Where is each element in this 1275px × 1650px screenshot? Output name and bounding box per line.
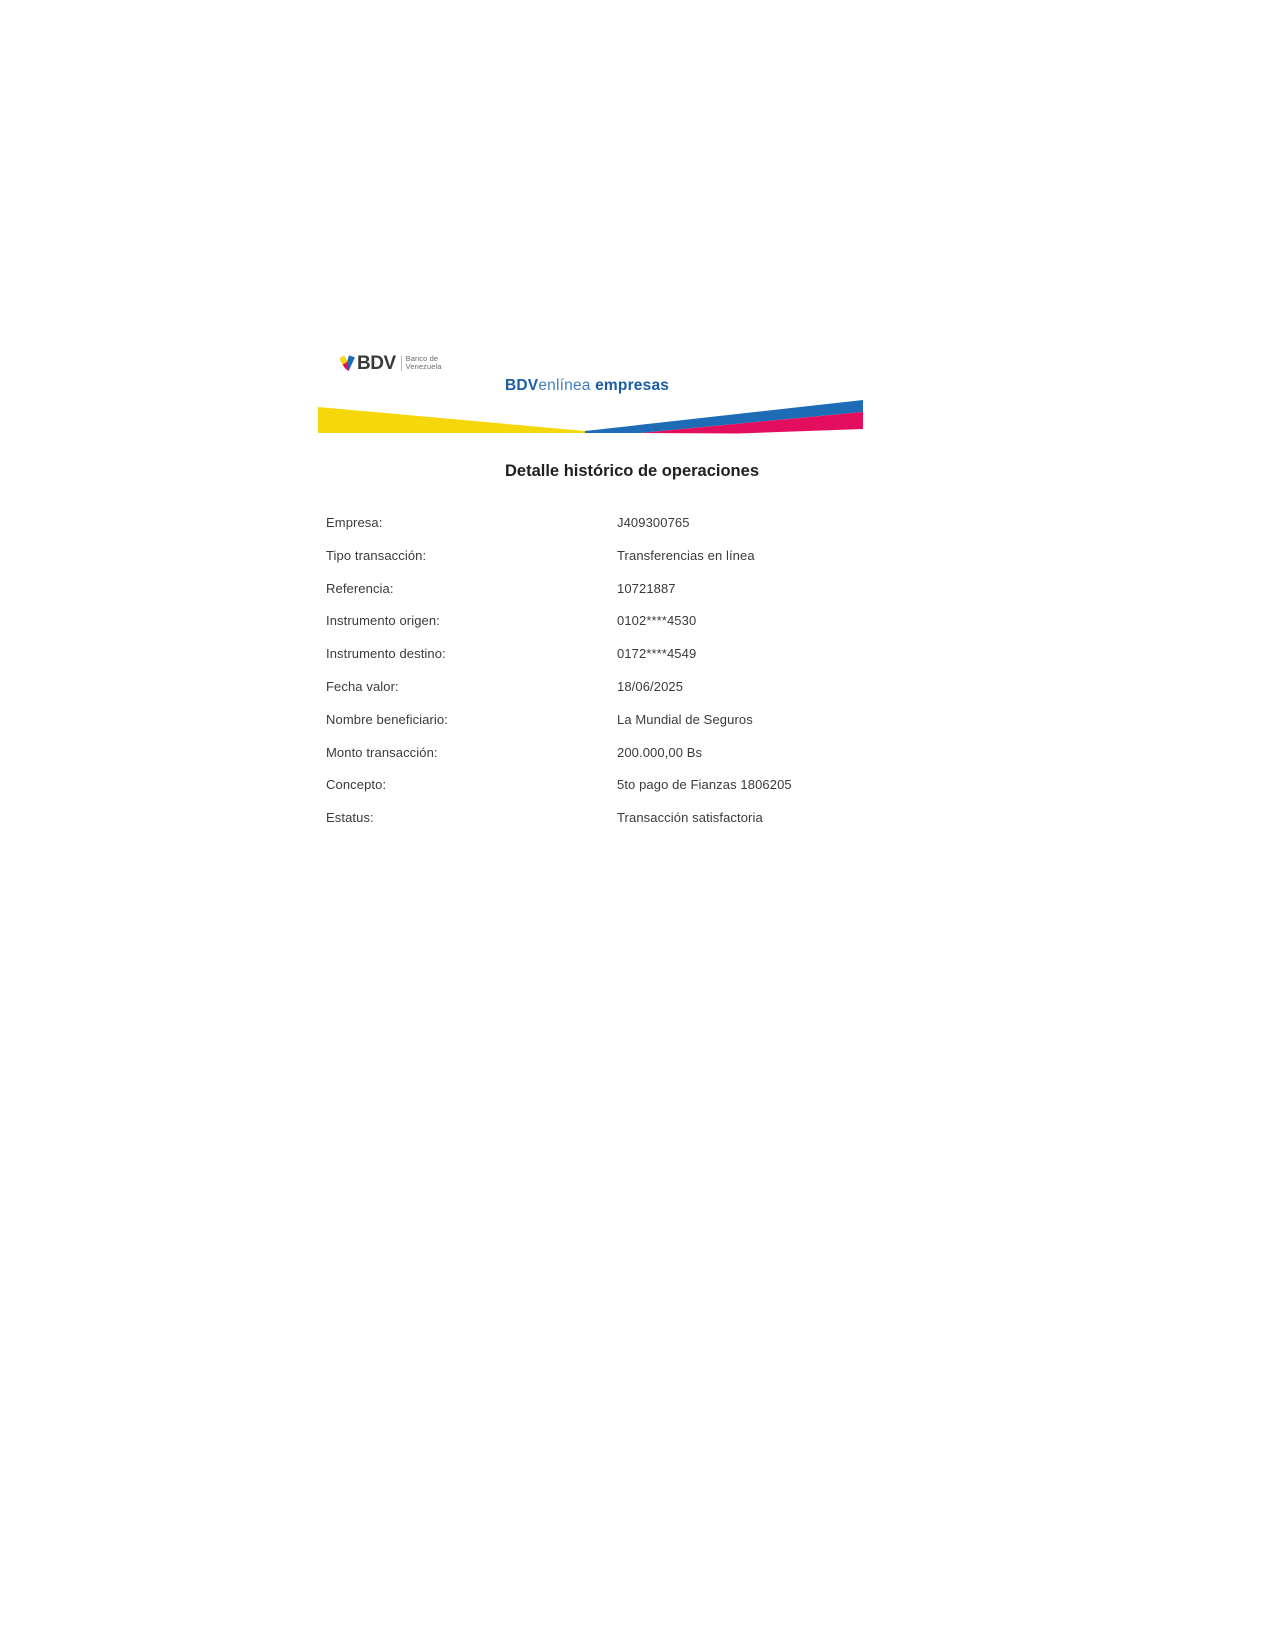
detail-value: J409300765 <box>617 515 690 530</box>
detail-label: Nombre beneficiario: <box>326 711 448 727</box>
product-title-empresas: empresas <box>590 377 670 394</box>
detail-value: 0172****4549 <box>617 646 697 662</box>
detail-value: 10721887 <box>617 580 676 596</box>
detail-label: Instrumento origen: <box>326 613 440 629</box>
product-title-bdv: BDV <box>505 377 539 394</box>
detail-row-estatus <box>326 811 886 844</box>
bdv-checkmark-icon <box>339 355 355 371</box>
detail-value: 5to pago de Fianzas 1806205 <box>617 777 792 793</box>
logo-divider <box>401 356 402 371</box>
detail-label: Estatus: <box>326 810 374 826</box>
detail-row-concepto <box>326 778 886 811</box>
product-title <box>505 378 669 394</box>
product-title-enlinea: enlínea <box>538 377 591 394</box>
bdv-logo <box>339 352 442 374</box>
bank-name <box>406 355 442 371</box>
transaction-details <box>326 516 886 844</box>
detail-row-monto-transaccion <box>326 746 886 779</box>
detail-row-instrumento-destino <box>326 647 886 680</box>
detail-value: 18/06/2025 <box>617 678 684 694</box>
detail-value: 0102****4530 <box>617 613 697 629</box>
detail-row-tipo-transaccion <box>326 549 886 582</box>
detail-value: 200.000,00 Bs <box>617 744 703 760</box>
detail-value: Transacción satisfactoria <box>617 810 763 826</box>
detail-row-nombre-beneficiario <box>326 713 886 746</box>
detail-label: Referencia: <box>326 580 394 596</box>
detail-label: Tipo transacción: <box>326 547 427 563</box>
detail-label: Monto transacción: <box>326 744 438 760</box>
bank-name-line2: Venezuela <box>405 362 442 371</box>
detail-row-referencia <box>326 582 886 615</box>
detail-value: Transferencias en línea <box>617 547 755 563</box>
detail-row-empresa <box>326 516 886 549</box>
detail-label: Concepto: <box>326 777 387 793</box>
detail-label: Fecha valor: <box>326 678 399 694</box>
detail-row-fecha-valor <box>326 680 886 713</box>
page-title: Detalle histórico de operaciones <box>505 462 759 480</box>
brand-ribbon <box>318 399 863 434</box>
bank-name-line1: Banco de <box>405 354 439 363</box>
detail-row-instrumento-origen <box>326 614 886 647</box>
detail-label: Empresa: <box>326 515 383 530</box>
bdv-logo-text: BDV <box>357 352 396 374</box>
detail-label: Instrumento destino: <box>326 646 446 662</box>
detail-value: La Mundial de Seguros <box>617 711 753 727</box>
